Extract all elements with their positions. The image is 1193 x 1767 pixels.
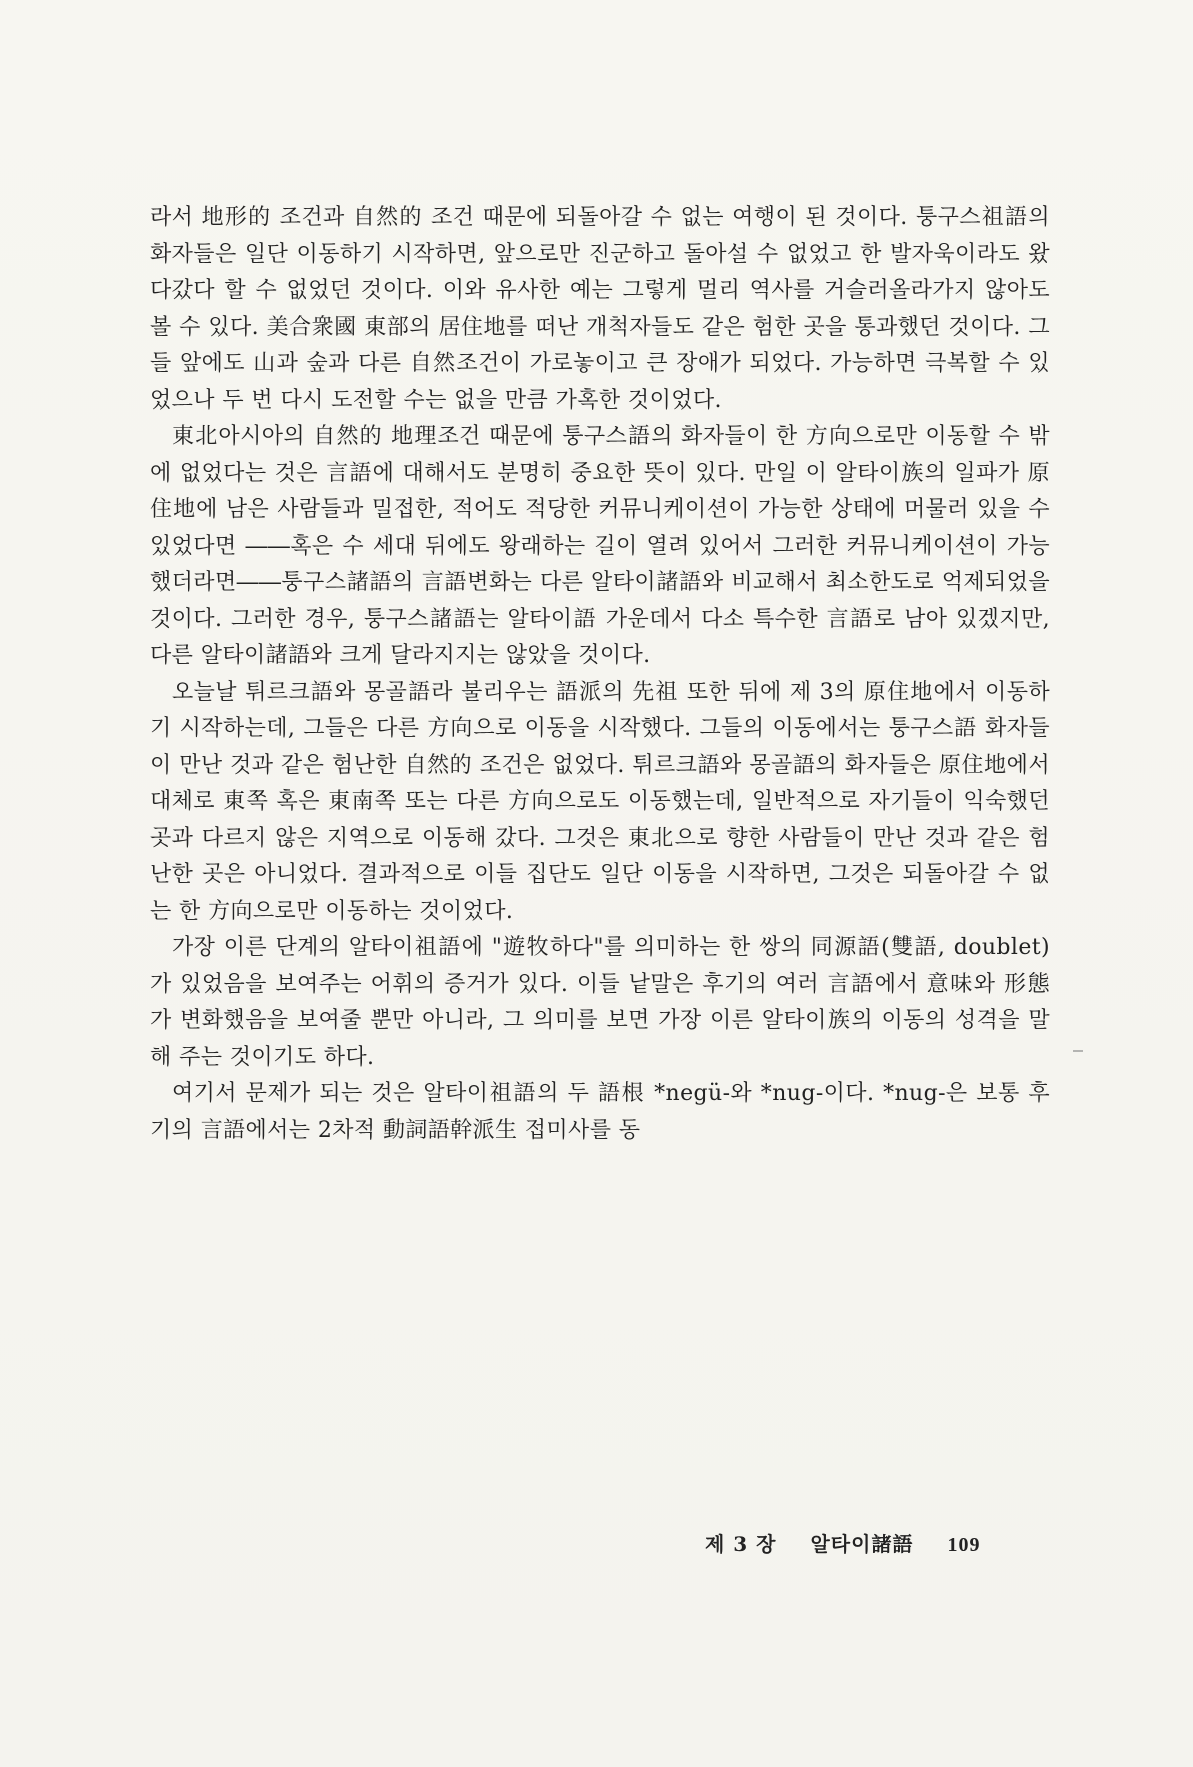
footer-title: 알타이諸語 [810, 1532, 914, 1556]
body-text [150, 200, 1050, 1149]
paragraph-4: 가장 이른 단계의 알타이祖語에 "遊牧하다"를 의미하는 한 쌍의 同源語(雙語, doublet)가 있었음을 보여주는 어휘의 증거가 있다. 이들 낱말은 후기의 여러 言語에서 意味와 形態가 변화했음을 보여줄 뿐만 아니라, 그 의미를 보면 가장 이른 알타이族의 이동의 성격을 말해 주는 것이기도 하다. [150, 935, 1050, 1070]
paragraph-1: 라서 地形的 조건과 自然的 조건 때문에 되돌아갈 수 없는 여행이 된 것이다. 퉁구스祖語의 화자들은 일단 이동하기 시작하면, 앞으로만 진군하고 돌아설 수 없었고 한 발자욱이라도 왔다갔다 할 수 없었던 것이다. 이와 유사한 예는 그렇게 멀리 역사를 거슬러올라가지 않아도 볼 수 있다. 美合衆國 東部의 居住地를 떠난 개척자들도 같은 험한 곳을 통과했던 것이다. 그들 앞에도 山과 숲과 다른 自然조건이 가로놓이고 큰 장애가 되었다. 가능하면 극복할 수 있었으나 두 번 다시 도전할 수는 없을 만큼 가혹한 것이었다. [150, 205, 1050, 413]
paragraph-2: 東北아시아의 自然的 地理조건 때문에 퉁구스語의 화자들이 한 方向으로만 이동할 수 밖에 없었다는 것은 言語에 대해서도 분명히 중요한 뜻이 있다. 만일 이 알타이族의 일파가 原住地에 남은 사람들과 밀접한, 적어도 적당한 커뮤니케이션이 가능한 상태에 머물러 있을 수 있었다면 ――혹은 수 세대 뒤에도 왕래하는 길이 열려 있어서 그러한 커뮤니케이션이 가능했더라면――퉁구스諸語의 言語변화는 다른 알타이諸語와 비교해서 최소한도로 억제되었을 것이다. 그러한 경우, 퉁구스諸語는 알타이語 가운데서 다소 특수한 言語로 남아 있겠지만, 다른 알타이諸語와 크게 달라지지는 않았을 것이다. [150, 424, 1050, 668]
paragraph-5: 여기서 문제가 되는 것은 알타이祖語의 두 語根 *negü-와 *nug-이다. *nug-은 보통 후기의 言語에서는 2차적 動詞語幹派生 접미사를 동 [150, 1081, 1050, 1143]
footer-chapter: 제 3 장 [705, 1532, 777, 1556]
page-number: 109 [947, 1534, 981, 1556]
running-footer [705, 1528, 980, 1557]
scan-speck [1073, 1050, 1083, 1052]
paragraph-3: 오늘날 튀르크語와 몽골語라 불리우는 語派의 先祖 또한 뒤에 제 3의 原住地에서 이동하기 시작하는데, 그들은 다른 方向으로 이동을 시작했다. 그들의 이동에서는 퉁구스語 화자들이 만난 것과 같은 험난한 自然的 조건은 없었다. 튀르크語와 몽골語의 화자들은 原住地에서 대체로 東쪽 혹은 東南쪽 또는 다른 方向으로도 이동했는데, 일반적으로 자기들이 익숙했던 곳과 다르지 않은 지역으로 이동해 갔다. 그것은 東北으로 향한 사람들이 만난 것과 같은 험난한 곳은 아니었다. 결과적으로 이들 집단도 일단 이동을 시작하면, 그것은 되돌아갈 수 없는 한 方向으로만 이동하는 것이었다. [150, 679, 1050, 924]
